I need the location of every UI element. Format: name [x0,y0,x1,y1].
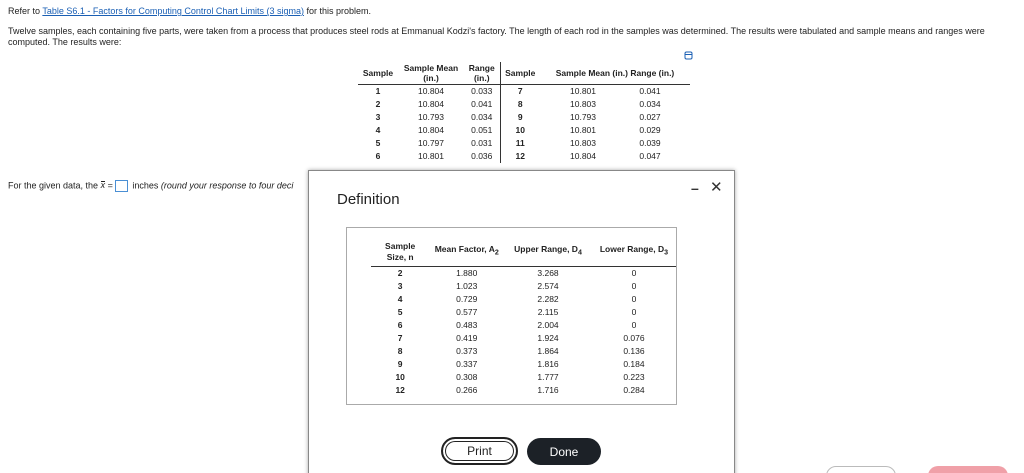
sample-id: 8 [517,99,523,109]
sample-range: 0.027 [639,112,661,122]
table-row [358,137,690,150]
sample-mean: 10.797 [418,138,444,148]
upper-range: 2.574 [537,280,559,291]
sample-id: 9 [517,112,523,122]
col-sample-mean: Sample Mean (in.) [398,62,464,85]
sample-range: 0.034 [639,99,661,109]
table-row [371,293,676,306]
sample-id: 4 [375,125,381,135]
mean-factor: 0.577 [456,306,478,317]
upper-range: 3.268 [537,267,559,278]
table-row [371,319,676,332]
table-row [358,98,690,111]
refer-line [8,6,371,16]
sample-range: 0.036 [464,150,500,163]
col-sample: Sample [358,62,398,85]
lower-range: 0 [631,280,637,291]
definition-dialog [308,170,735,473]
table-row [371,371,676,384]
sample-mean: 10.803 [570,99,596,109]
done-button[interactable]: Done [527,438,601,465]
col-mean-factor: Mean Factor, $A_2$ [429,238,504,266]
sample-mean: 10.801 [570,86,596,96]
sample-id: 11 [515,138,525,148]
table-row [358,111,690,124]
sample-size: 9 [397,358,403,369]
sample-id: 6 [375,151,381,161]
lower-range: 0.223 [623,371,645,382]
col-upper-range: Upper Range, $D_4$ [504,238,592,266]
table-row [371,306,676,319]
sample-size: 8 [397,345,403,356]
close-icon[interactable]: ✕ [710,179,723,196]
question-line [8,180,308,192]
sample-size: 2 [397,267,403,278]
sample-size: 10 [395,371,405,382]
mean-factor: 0.419 [456,332,478,343]
refer-suffix: for this problem. [303,6,371,16]
dialog-title: Definition [337,191,400,208]
col-mean-factor-label: Mean Factor, A [434,244,495,255]
lower-range: 0.184 [623,358,645,369]
sample-range: 0.031 [464,137,500,150]
sample-id: 5 [375,138,381,148]
upper-range: 2.282 [537,293,559,304]
lower-range: 0 [631,306,637,317]
table-row [358,85,690,99]
bottom-primary-button[interactable] [928,466,1008,473]
sample-size: 7 [397,332,403,343]
sample-id: 12 [515,151,525,161]
sample-range: 0.051 [464,124,500,137]
sample-size: 5 [397,306,403,317]
mean-factor: 1.023 [456,280,478,291]
sample-size: 3 [397,280,403,291]
sample-range: 0.041 [464,98,500,111]
refer-prefix: Refer to [8,6,43,16]
question-suffix: inches [129,180,161,191]
col-mean-range-2: Sample Mean (in.) Range (in.) [540,62,690,85]
sample-mean: 10.793 [418,112,444,122]
copy-data-icon[interactable] [684,51,693,60]
upper-range: 1.924 [537,332,559,343]
minimize-icon[interactable]: – [691,180,699,196]
mean-factor: 0.308 [456,371,478,382]
lower-range: 0 [631,267,637,278]
sample-range: 0.047 [639,151,661,161]
problem-text: Twelve samples, each containing five parts, were taken from a process that produces steel rods at Emmanual Kodzi's factory. The length of each rod in the samples was determined. The results were tabulated and sample means and ranges were computed. The results were: [8,26,985,47]
col-sample-2: Sample [500,62,540,85]
mean-factor: 0.729 [456,293,478,304]
sample-mean: 10.801 [418,151,444,161]
mean-factor: 0.373 [456,345,478,356]
x-double-bar-symbol: x [100,180,106,191]
sample-id: 3 [375,112,381,122]
table-row [371,384,676,397]
col-lower-range: Lower Range, $D_3$ [592,238,676,266]
sample-id: 2 [375,99,381,109]
factors-table [371,238,676,397]
sample-size: 4 [397,293,403,304]
upper-range: 1.864 [537,345,559,356]
table-row [371,332,676,345]
answer-input[interactable] [115,180,128,192]
table-s6-1-link[interactable]: Table S6.1 - Factors for Computing Control Chart Limits (3 sigma) [42,6,304,16]
lower-range: 0 [631,319,637,330]
sample-mean: 10.801 [570,125,596,135]
table-row [371,345,676,358]
sample-mean: 10.804 [418,125,444,135]
upper-range: 2.004 [537,319,559,330]
upper-range: 2.115 [537,306,559,317]
table-row [371,280,676,293]
upper-range: 1.816 [537,358,559,369]
sample-id: 7 [517,86,523,96]
sample-range: 0.033 [464,85,500,99]
sample-range: 0.039 [639,138,661,148]
mean-factor: 0.337 [456,358,478,369]
upper-range: 1.716 [537,384,559,395]
factors-table-box [346,227,677,405]
sample-range: 0.041 [639,86,661,96]
lower-range: 0.284 [623,384,645,395]
col-lower-range-label: Lower Range, D [599,244,665,255]
sample-range: 0.029 [639,125,661,135]
mean-factor: 0.266 [456,384,478,395]
table-row [358,124,690,137]
question-prefix: For the given data, the [8,180,101,191]
mean-factor: 1.880 [456,267,478,278]
sample-mean: 10.803 [570,138,596,148]
sample-mean: 10.804 [418,99,444,109]
sample-range: 0.034 [464,111,500,124]
sample-id: 10 [515,125,525,135]
table-row [371,358,676,371]
upper-range: 1.777 [537,371,559,382]
col-upper-range-label: Upper Range, D [514,244,578,255]
question-equals: = [105,180,113,191]
sample-mean: 10.804 [570,151,596,161]
sample-data-table [358,62,690,163]
lower-range: 0.136 [623,345,645,356]
table-row [358,150,690,163]
sample-id: 1 [375,86,381,96]
lower-range: 0.076 [623,332,645,343]
print-button[interactable]: Print [441,437,518,465]
lower-range: 0 [631,293,637,304]
bottom-secondary-button[interactable] [826,466,896,473]
sample-size: 6 [397,319,403,330]
sample-mean: 10.804 [418,86,444,96]
sample-size: 12 [395,384,405,395]
sample-mean: 10.793 [570,112,596,122]
table-row [371,266,676,280]
rounding-hint: (round your response to four deci [160,180,294,191]
mean-factor: 0.483 [456,319,478,330]
col-sample-size: Sample Size, n [371,238,429,266]
col-range: Range (in.) [464,62,500,85]
